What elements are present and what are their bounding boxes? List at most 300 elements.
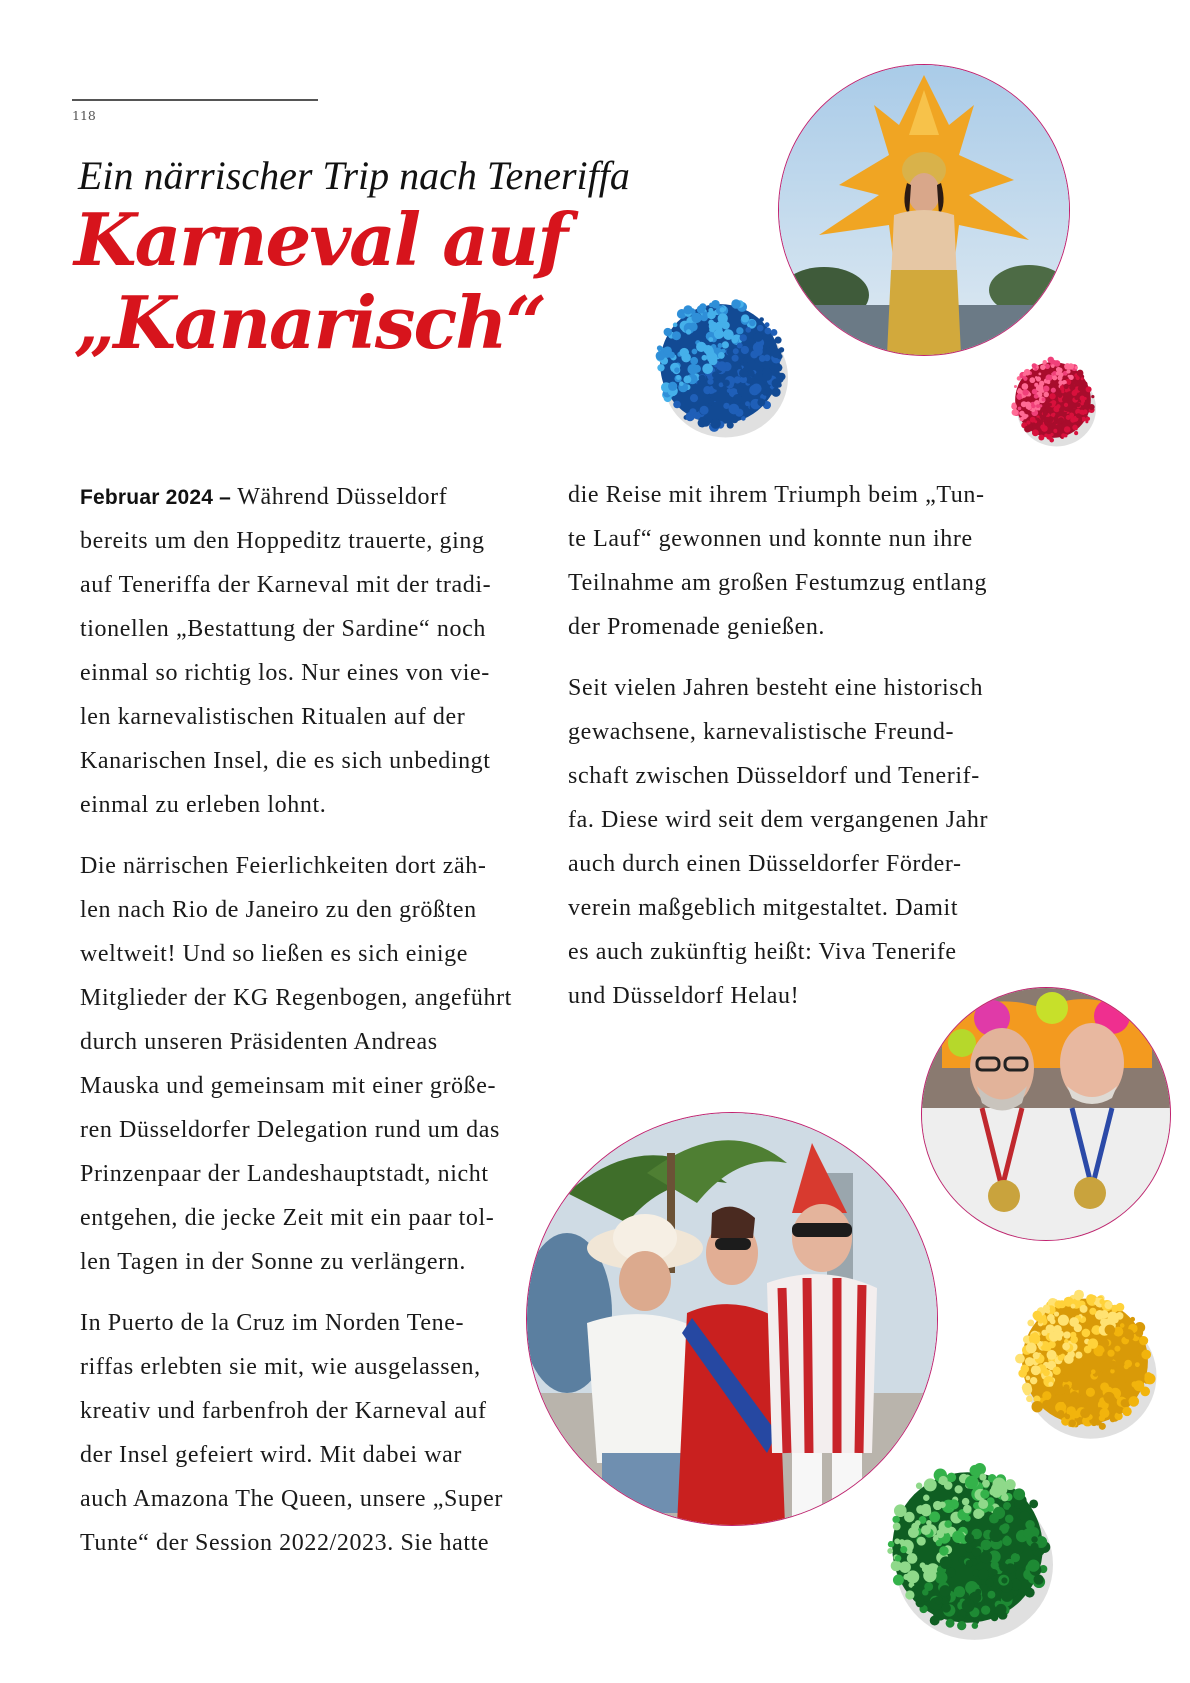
sequin <box>1049 1331 1059 1341</box>
sequin <box>1054 430 1057 433</box>
sequin <box>708 337 713 342</box>
sequin <box>921 1525 931 1535</box>
sequin <box>1070 1332 1076 1338</box>
sequin <box>1049 409 1052 412</box>
sequin <box>1025 1520 1035 1530</box>
sequin <box>673 323 678 328</box>
sequin <box>917 1537 926 1546</box>
sequin <box>1051 364 1055 368</box>
sequin <box>733 348 739 354</box>
sequin <box>939 1476 948 1485</box>
text-line: auf Teneriffa der Karneval mit der tradi- <box>80 572 492 598</box>
sequin <box>1120 1323 1125 1328</box>
sequin <box>1047 381 1050 384</box>
sequin <box>1075 366 1078 369</box>
sequin <box>1074 1293 1082 1301</box>
sequin <box>1091 1369 1096 1374</box>
sequin <box>1004 1536 1010 1542</box>
sequin <box>759 355 766 362</box>
sequin <box>893 1523 901 1531</box>
sequin <box>978 1499 988 1509</box>
sequin <box>923 1569 936 1582</box>
sequin <box>1110 1380 1117 1387</box>
sequin <box>718 343 723 348</box>
sequin <box>1089 1308 1096 1315</box>
sequin <box>1072 425 1078 431</box>
sequin <box>944 1520 952 1528</box>
text-line: durch unseren Präsidenten Andreas <box>80 1029 438 1055</box>
sequin <box>1080 1408 1090 1418</box>
sequin <box>1022 383 1029 390</box>
pompom-yellow-graphic <box>1013 1290 1157 1433</box>
sequin <box>1033 1311 1042 1320</box>
sequin <box>1032 1332 1038 1338</box>
sequin <box>699 375 706 382</box>
sequin <box>963 1505 972 1514</box>
sequin <box>1056 418 1061 423</box>
paragraph-puerto-de-la-cruz <box>80 1301 550 1565</box>
text-line: die Reise mit ihrem Triumph beim „Tun- <box>568 482 985 508</box>
sequin <box>736 327 743 334</box>
sequin <box>1032 363 1037 368</box>
sequin <box>1067 1371 1078 1382</box>
sequin <box>749 320 756 327</box>
sequin <box>1043 392 1049 398</box>
sequin <box>900 1546 907 1553</box>
sequin <box>1064 1354 1074 1364</box>
sequin <box>947 1473 957 1483</box>
sequin <box>1063 384 1068 389</box>
text-line: Kanarischen Insel, die es sich unbedingt <box>80 748 491 774</box>
sequin <box>934 1596 942 1604</box>
sequin <box>1058 393 1062 397</box>
sequin <box>1026 1342 1037 1353</box>
sequin <box>930 1616 940 1626</box>
sequin <box>1072 1359 1082 1369</box>
sequin <box>939 1585 951 1597</box>
sequin <box>916 1598 925 1607</box>
sequin <box>703 395 711 403</box>
pompom-green-graphic <box>882 1462 1053 1633</box>
sequin <box>981 1605 990 1614</box>
sequin <box>988 1591 996 1599</box>
sequin <box>956 1589 965 1598</box>
sequin <box>733 362 741 370</box>
sequin <box>1042 1400 1051 1409</box>
sequin <box>758 366 763 371</box>
sequin <box>733 394 743 404</box>
sequin <box>1030 1543 1038 1551</box>
sequin <box>1025 1588 1035 1598</box>
photo-prince-group <box>527 1113 937 1525</box>
sequin <box>1099 1423 1106 1430</box>
sequin <box>887 1548 893 1554</box>
text-line: auch Amazona The Queen, unsere „Super <box>80 1486 503 1512</box>
sequin <box>991 1561 999 1569</box>
sequin <box>1020 417 1024 421</box>
sequin <box>940 1556 953 1569</box>
sequin <box>751 383 761 393</box>
sequin <box>895 1555 901 1561</box>
text-line: Prinzenpaar der Landeshauptstadt, nicht <box>80 1161 489 1187</box>
sequin <box>1083 409 1088 414</box>
sequin <box>743 357 749 363</box>
sequin <box>937 1529 943 1535</box>
sequin <box>1054 1311 1059 1316</box>
text-line: Mauska und gemeinsam mit einer größe- <box>80 1073 497 1099</box>
sequin <box>962 1599 975 1612</box>
sequin <box>905 1590 914 1599</box>
sequin <box>745 401 750 406</box>
sequin <box>1124 1364 1129 1369</box>
sequin <box>1110 1369 1115 1374</box>
sequin <box>1074 395 1079 400</box>
sequin <box>992 1570 998 1576</box>
sequin <box>765 322 770 327</box>
sequin <box>1080 1305 1088 1313</box>
sequin <box>939 1546 949 1556</box>
sequin <box>1062 1342 1070 1350</box>
sequin <box>1063 1331 1070 1338</box>
sequin <box>962 1498 970 1506</box>
sequin <box>692 349 698 355</box>
sequin <box>663 346 672 355</box>
text-line: te Lauf“ gewonnen und konnte nun ihre <box>568 526 973 552</box>
sequin <box>674 367 679 372</box>
sequin <box>731 416 738 423</box>
sequin <box>1038 434 1044 440</box>
text-line: len karnevalistischen Ritualen auf der <box>80 704 466 730</box>
paragraph-intro <box>80 475 550 827</box>
sequin <box>1001 1494 1009 1502</box>
sequin <box>757 325 764 332</box>
sequin <box>1026 1396 1033 1403</box>
sequin <box>668 382 677 391</box>
sequin <box>1043 362 1046 365</box>
sequin <box>996 1604 1007 1615</box>
sequin <box>1047 1350 1057 1360</box>
sequin <box>1057 1410 1064 1417</box>
sequin <box>771 348 781 358</box>
text-line: weltweit! Und so ließen es sich einige <box>80 941 469 967</box>
sequin <box>1061 390 1064 393</box>
sequin <box>1043 1304 1050 1311</box>
sequin <box>1014 1544 1025 1555</box>
sequin <box>709 303 714 308</box>
sequin <box>903 1574 909 1580</box>
sequin <box>1032 429 1039 436</box>
sequin <box>1037 421 1041 425</box>
sequin <box>1130 1317 1135 1322</box>
sequin <box>1058 1300 1066 1308</box>
text-line: tionellen „Bestattung der Sardine“ noch <box>80 616 486 642</box>
sequin <box>1056 404 1060 408</box>
sequin <box>1034 394 1039 399</box>
sequin <box>1063 1384 1069 1390</box>
sequin <box>1040 364 1046 370</box>
sequin <box>708 308 713 313</box>
sequin <box>1135 1362 1140 1367</box>
sequin <box>1053 1367 1061 1375</box>
sequin <box>980 1551 992 1563</box>
sequin <box>737 387 744 394</box>
sequin <box>731 336 738 343</box>
sequin <box>1047 1314 1055 1322</box>
sequin <box>970 1465 981 1476</box>
sequin <box>1091 395 1094 398</box>
sequin <box>980 1584 988 1592</box>
sequin <box>765 355 770 360</box>
sequin <box>778 373 786 381</box>
sequin <box>1099 1299 1104 1304</box>
sequin <box>999 1563 1008 1572</box>
sequin <box>1030 1377 1037 1384</box>
sequin <box>1102 1368 1107 1373</box>
paragraph-tunte-lauf <box>568 473 1038 649</box>
sequin <box>657 364 664 371</box>
sequin <box>1014 385 1017 388</box>
sequin <box>957 1621 966 1630</box>
sequin <box>731 299 741 309</box>
sequin <box>981 1540 992 1551</box>
sequin <box>739 369 748 378</box>
sequin <box>1026 420 1030 424</box>
sequin <box>1022 389 1028 395</box>
sequin <box>693 365 701 373</box>
photo-samba-dancer <box>779 65 1069 355</box>
sequin <box>1089 404 1095 410</box>
sequin <box>1096 1358 1102 1364</box>
sequin <box>777 382 782 387</box>
sequin <box>1086 1294 1096 1304</box>
sequin <box>1078 386 1083 391</box>
sequin <box>1099 1415 1105 1421</box>
blue-pompom-decoration <box>652 296 788 432</box>
sequin <box>775 337 782 344</box>
sequin <box>1048 403 1052 407</box>
sequin <box>1128 1396 1139 1407</box>
sequin <box>764 328 771 335</box>
sequin <box>965 1476 978 1489</box>
sequin <box>1081 381 1087 387</box>
text-line: bereits um den Hoppeditz trauerte, ging <box>80 528 485 554</box>
sequin <box>1034 1574 1044 1584</box>
sequin <box>1058 1355 1064 1361</box>
sequin <box>1081 399 1085 403</box>
sequin <box>762 389 768 395</box>
sequin <box>1027 405 1032 410</box>
sequin <box>722 341 729 348</box>
sequin <box>1104 1301 1112 1309</box>
sequin <box>1027 1319 1034 1326</box>
sequin <box>1069 1420 1076 1427</box>
sequin <box>771 388 780 397</box>
sequin <box>1026 1376 1031 1381</box>
sequin <box>888 1541 894 1547</box>
sequin <box>924 1478 937 1491</box>
sequin <box>1021 1365 1030 1374</box>
sequin <box>1121 1399 1129 1407</box>
sequin <box>1077 381 1082 386</box>
yellow-pompom-decoration <box>1013 1290 1157 1433</box>
sequin <box>712 392 722 402</box>
sequin <box>1019 411 1024 416</box>
sequin <box>1076 376 1080 380</box>
sequin <box>989 1514 999 1524</box>
text-line: Seit vielen Jahren besteht eine historisch <box>568 675 984 701</box>
sequin <box>1066 369 1070 373</box>
sequin <box>714 329 724 339</box>
sequin <box>923 1494 929 1500</box>
sequin <box>1003 1482 1010 1489</box>
text-line: der Insel gefeiert wird. Mit dabei war <box>80 1442 462 1468</box>
sequin <box>966 1546 973 1553</box>
pompom-blue-graphic <box>652 296 788 432</box>
sequin <box>1065 1414 1070 1419</box>
sequin <box>1031 1536 1037 1542</box>
sequin <box>922 1589 928 1595</box>
sequin <box>1038 372 1041 375</box>
sequin <box>672 331 681 340</box>
article-kicker: Ein närrischer Trip nach Teneriffa <box>78 153 630 198</box>
sequin <box>681 353 691 363</box>
sequin <box>972 1547 982 1557</box>
intro-first-line: Während Düsseldorf <box>231 484 448 510</box>
sequin <box>1044 421 1048 425</box>
sequin <box>759 317 764 322</box>
sequin <box>689 323 698 332</box>
sequin <box>989 1529 1002 1542</box>
paragraph-friendship <box>568 666 1038 1018</box>
pompom-pink-graphic <box>1009 357 1097 443</box>
sequin <box>718 313 728 323</box>
sequin <box>942 1603 951 1612</box>
sequin <box>703 386 711 394</box>
sequin <box>1133 1380 1144 1391</box>
sequin <box>1047 357 1054 364</box>
sequin <box>774 363 782 371</box>
sequin <box>1064 426 1071 433</box>
sequin <box>1027 1559 1039 1571</box>
sequin <box>1044 402 1049 407</box>
sequin <box>1030 417 1036 423</box>
sequin <box>1012 409 1019 416</box>
sequin <box>972 1622 978 1628</box>
sequin <box>916 1505 925 1514</box>
sequin <box>693 412 700 419</box>
sequin <box>1068 375 1071 378</box>
sequin <box>905 1513 913 1521</box>
sequin <box>899 1539 905 1545</box>
sequin <box>745 327 751 333</box>
sequin <box>709 359 715 365</box>
pink-pompom-decoration <box>1009 357 1097 443</box>
sequin <box>1036 376 1041 381</box>
sequin <box>1041 1330 1047 1336</box>
paragraph-festivities <box>80 844 550 1284</box>
sequin <box>717 361 727 371</box>
sequin <box>1110 1417 1115 1422</box>
sequin <box>698 418 707 427</box>
sequin <box>727 388 731 392</box>
sequin <box>1048 422 1052 426</box>
sequin <box>1069 384 1075 390</box>
sequin <box>1064 403 1068 407</box>
sequin <box>1001 1577 1007 1583</box>
sequin <box>753 342 763 352</box>
sequin <box>893 1575 904 1586</box>
sequin <box>1079 1394 1089 1404</box>
sequin <box>1075 1351 1082 1358</box>
sequin <box>1139 1336 1148 1345</box>
sequin <box>1049 393 1055 399</box>
sequin <box>1032 1401 1043 1412</box>
sequin <box>1070 1391 1078 1399</box>
sequin <box>946 1619 955 1628</box>
sequin <box>1072 1383 1078 1389</box>
sequin <box>980 1490 989 1499</box>
sequin <box>741 314 749 322</box>
text-line: auch durch einen Düsseldorfer Förder- <box>568 851 962 877</box>
sequin <box>771 329 778 336</box>
sequin <box>741 346 749 354</box>
green-pompom-decoration <box>882 1462 1053 1633</box>
sequin <box>766 348 772 354</box>
sequin <box>720 307 725 312</box>
sequin <box>1011 1553 1020 1562</box>
sequin <box>1071 1304 1076 1309</box>
sequin <box>1032 425 1036 429</box>
sequin <box>1056 1394 1064 1402</box>
sequin <box>1064 434 1068 438</box>
sequin <box>762 371 772 381</box>
sequin <box>732 355 739 362</box>
samba-dancer-image <box>779 65 1069 355</box>
sequin <box>1077 370 1084 377</box>
sequin <box>978 1569 989 1580</box>
sequin <box>702 355 708 361</box>
sequin <box>911 1523 919 1531</box>
sequin <box>1072 1411 1080 1419</box>
sequin <box>1023 1385 1033 1395</box>
text-line: der Promenade genießen. <box>568 614 826 640</box>
sequin <box>709 322 718 331</box>
sequin <box>718 352 725 359</box>
sequin <box>1051 388 1056 393</box>
sequin <box>676 375 681 380</box>
sequin <box>712 371 719 378</box>
sequin <box>1111 1336 1116 1341</box>
text-line: len nach Rio de Janeiro zu den größten <box>80 897 477 923</box>
sequin <box>1052 375 1057 380</box>
sequin <box>935 1571 948 1584</box>
sequin <box>1107 1350 1114 1357</box>
prince-group-image <box>527 1113 937 1525</box>
sequin <box>973 1509 983 1519</box>
sequin <box>1082 1329 1091 1338</box>
text-line: und Düsseldorf Helau! <box>568 983 800 1009</box>
sequin <box>1058 380 1063 385</box>
text-line: verein maßgeblich mitgestaltet. Damit <box>568 895 959 921</box>
sequin <box>1031 408 1035 412</box>
sequin <box>965 1534 975 1544</box>
sequin <box>899 1561 911 1573</box>
sequin <box>991 1614 999 1622</box>
sequin <box>707 379 713 385</box>
text-line: gewachsene, karnevalistische Freund- <box>568 719 955 745</box>
text-line: Mitglieder der KG Regenbogen, angeführt <box>80 985 512 1011</box>
sequin <box>1120 1376 1125 1381</box>
